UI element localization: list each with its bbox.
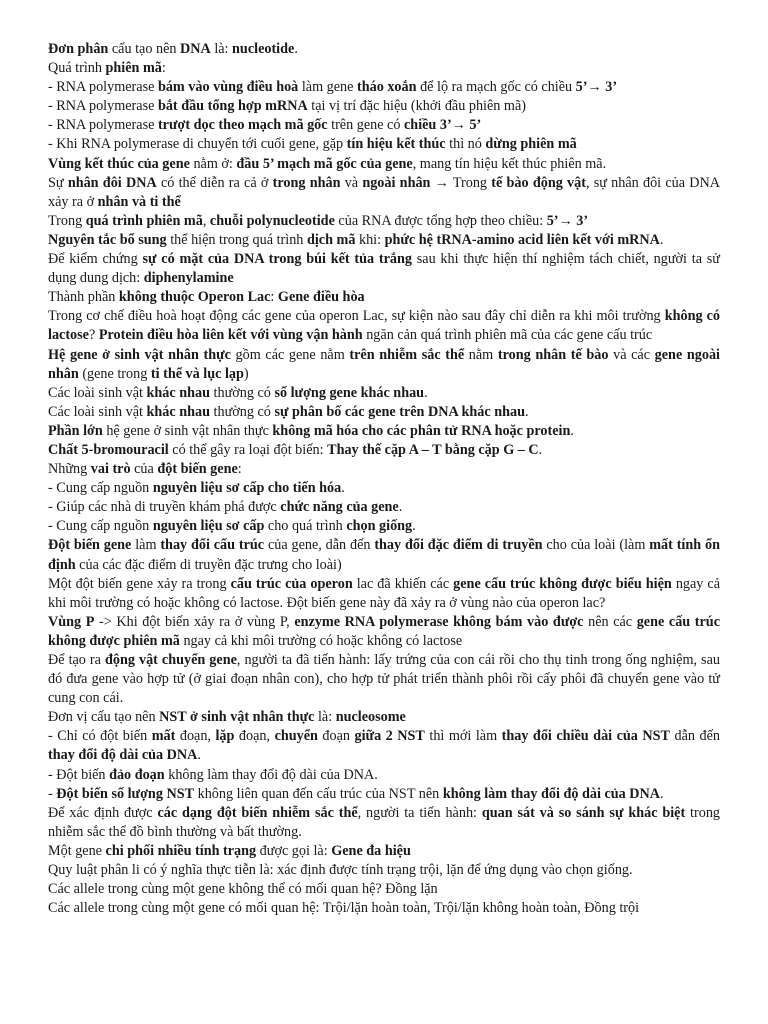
text-run: không làm thay đổi độ dài của DNA. bbox=[164, 766, 378, 783]
bold-text: Chất 5-bromouracil bbox=[48, 441, 169, 458]
bold-text: Nguyên tắc bổ sung bbox=[48, 231, 167, 248]
text-line bbox=[48, 727, 720, 765]
bold-text: enzyme RNA polymerase không bám vào được bbox=[294, 613, 584, 630]
text-run: thì mới làm bbox=[424, 728, 502, 745]
text-run: Để kiểm chứng bbox=[48, 251, 143, 268]
bold-text: Đột biến gene bbox=[48, 537, 132, 554]
text-run: Một gene bbox=[48, 842, 106, 859]
text-line bbox=[48, 78, 720, 97]
bold-text: quan sát và so sánh sự khác biệt bbox=[481, 804, 686, 821]
text-run: đoạn, bbox=[234, 728, 275, 745]
text-run: . bbox=[294, 41, 298, 57]
bold-text: chi phối nhiều tính trạng bbox=[105, 842, 257, 859]
text-line bbox=[48, 288, 720, 307]
text-run: : bbox=[270, 289, 278, 306]
bold-text: không có lactose bbox=[48, 308, 721, 344]
text-run: , bbox=[202, 212, 210, 229]
text-run: - Khi RNA polymerase di chuyển tới cuối gene, gặp bbox=[48, 136, 347, 153]
text-run: trên gene có bbox=[327, 117, 404, 134]
bold-text: động vật chuyển gene bbox=[104, 652, 237, 668]
text-run: của bbox=[130, 461, 158, 478]
text-line bbox=[48, 536, 720, 574]
text-line bbox=[48, 174, 720, 212]
bold-text: sự có mặt của DNA trong búi kết tủa trắng bbox=[142, 251, 412, 268]
text-line bbox=[48, 346, 720, 384]
text-run: . bbox=[659, 231, 664, 248]
text-run: thì nó bbox=[445, 136, 486, 153]
text-line bbox=[48, 212, 720, 231]
text-run: cấu tạo nên bbox=[108, 41, 181, 57]
bold-text: đảo đoạn bbox=[109, 766, 165, 783]
text-line bbox=[48, 403, 720, 422]
text-run: của RNA được tổng hợp theo chiều: bbox=[334, 212, 547, 229]
bold-text: đột biến gene bbox=[157, 461, 238, 478]
bold-text: ngoài nhân bbox=[362, 174, 431, 191]
text-run: không liên quan đến cấu trúc của NST nên bbox=[194, 785, 443, 802]
bold-text: mất bbox=[151, 728, 176, 745]
text-run: Trong bbox=[48, 212, 86, 229]
bold-text: chuỗi polynucleotide bbox=[209, 212, 335, 229]
text-run: khi: bbox=[355, 231, 385, 248]
text-run: : bbox=[161, 60, 166, 77]
bold-text: nhân đôi DNA bbox=[67, 174, 157, 191]
text-run: của các đặc điểm di truyền đặc trưng cho loài) bbox=[75, 556, 342, 573]
text-line bbox=[48, 384, 720, 403]
text-line bbox=[48, 460, 720, 479]
bold-text: nhân và ti thể bbox=[97, 193, 181, 210]
text-run: là: bbox=[210, 41, 233, 57]
text-run: làm gene bbox=[298, 79, 357, 96]
text-run: , người ta tiến hành: bbox=[357, 804, 482, 821]
bold-text: không thuộc Operon Lac bbox=[118, 289, 271, 306]
text-line bbox=[48, 517, 720, 536]
bold-text: khác nhau bbox=[146, 403, 210, 420]
bold-text: dịch mã bbox=[306, 231, 356, 248]
text-run: làm bbox=[131, 537, 161, 554]
text-run: trong nhiễm sắc thể đồ bình thường và bất thường. bbox=[48, 804, 721, 840]
bold-text: gene cấu trúc không được phiên mã bbox=[48, 613, 720, 649]
text-line bbox=[48, 575, 720, 613]
bold-text: NST ở sinh vật nhân thực bbox=[159, 709, 315, 726]
text-run: tại vị trí đặc hiệu (khởi đầu phiên mã) bbox=[307, 98, 526, 115]
text-run: thể hiện trong quá trình bbox=[166, 231, 307, 248]
text-run: , mang tín hiệu kết thúc phiên mã. bbox=[412, 155, 607, 172]
text-run: lac đã khiến các bbox=[352, 575, 454, 592]
bold-text: ti thể và lục lạp bbox=[150, 365, 244, 382]
text-run: . bbox=[524, 403, 529, 420]
text-line bbox=[48, 307, 720, 345]
bold-text: chiều 3’→ 5’ bbox=[404, 117, 482, 134]
text-line bbox=[48, 479, 720, 498]
text-line bbox=[48, 613, 720, 651]
bold-text: giữa 2 NST bbox=[354, 728, 425, 745]
bold-text: sự phân bố các gene trên DNA khác nhau bbox=[274, 403, 525, 420]
text-run: Các loài sinh vật bbox=[48, 403, 147, 420]
bold-text: không mã hóa cho các phân tử RNA hoặc protein bbox=[272, 422, 571, 439]
bold-text: 5’→ 3’ bbox=[575, 79, 618, 96]
bold-text: tín hiệu kết thúc bbox=[346, 136, 446, 153]
text-run: Trong cơ chế điều hoà hoạt động các gene của operon Lac, sự kiện nào sau đây chỉ diễn ra khi môi trường bbox=[48, 308, 665, 325]
text-run: có thể diễn ra cả ở bbox=[156, 174, 273, 191]
bold-text: trượt dọc theo mạch mã gốc bbox=[157, 117, 328, 134]
bold-text: số lượng gene khác nhau bbox=[274, 384, 425, 401]
bold-text: Vùng P bbox=[48, 613, 95, 630]
text-line bbox=[48, 231, 720, 250]
text-run: . bbox=[570, 422, 574, 439]
text-run: thường có bbox=[210, 403, 275, 420]
text-run: Để tạo ra bbox=[48, 652, 105, 668]
bold-text: bám vào vùng điều hoà bbox=[157, 79, 299, 96]
bold-text: Thay thế cặp A – T bằng cặp G – C bbox=[327, 441, 539, 458]
text-run: Thành phần bbox=[48, 289, 119, 306]
text-run: ngay cả khi môi trường có hoặc không có lactose bbox=[179, 632, 463, 649]
text-run: và các bbox=[608, 346, 655, 363]
text-run: nằm bbox=[464, 346, 498, 363]
text-run: , sự nhân đôi của DNA xảy ra ở bbox=[48, 174, 721, 210]
text-run: - Cung cấp nguồn bbox=[48, 480, 153, 497]
bold-text: Đột biến số lượng NST bbox=[56, 785, 195, 802]
text-line bbox=[48, 708, 720, 727]
bold-text: bắt đầu tổng hợp mRNA bbox=[157, 98, 308, 115]
text-run: . bbox=[341, 480, 345, 497]
text-run: sau khi thực hiện thí nghiệm tách chiết, người ta sử dụng dung dịch: bbox=[48, 251, 720, 287]
text-line bbox=[48, 116, 720, 135]
text-run: Quá trình bbox=[48, 60, 106, 77]
bold-text: phiên mã bbox=[105, 60, 162, 77]
text-run: ngăn cản quá trình phiên mã của các gene cấu trúc bbox=[362, 327, 653, 344]
text-run: Những bbox=[48, 461, 91, 478]
text-line bbox=[48, 97, 720, 116]
text-line bbox=[48, 842, 720, 861]
text-run: . bbox=[424, 384, 428, 401]
bold-text: không làm thay đổi độ dài của DNA bbox=[442, 785, 661, 802]
text-run: của gene, dẫn đến bbox=[264, 537, 375, 554]
bold-text: thay đổi độ dài của DNA bbox=[48, 747, 198, 764]
bold-text: quá trình phiên mã bbox=[85, 212, 203, 229]
bold-text: thay đổi cấu trúc bbox=[160, 537, 265, 554]
text-line bbox=[48, 785, 720, 804]
text-run: được gọi là: bbox=[256, 842, 332, 859]
bold-text: đầu 5’ mạch mã gốc của gene bbox=[236, 155, 413, 172]
bold-text: dừng phiên mã bbox=[485, 136, 577, 153]
bold-text: gene cấu trúc không được biểu hiện bbox=[453, 575, 672, 592]
bold-text: Hệ gene ở sinh vật nhân thực bbox=[48, 346, 231, 363]
text-run: hệ gene ở sinh vật nhân thực bbox=[102, 422, 273, 439]
text-run: Để xác định được bbox=[48, 804, 158, 821]
bold-text: lặp bbox=[215, 728, 235, 745]
text-run: nằm ở: bbox=[189, 155, 237, 172]
text-run: là: bbox=[314, 709, 336, 726]
text-run: : bbox=[237, 461, 242, 478]
text-run: thường có bbox=[210, 384, 275, 401]
bold-text: trong nhân bbox=[272, 174, 341, 191]
text-run: -> Khi đột biến xảy ra ở vùng P, bbox=[94, 613, 295, 630]
bold-text: nguyên liệu sơ cấp cho tiến hóa bbox=[152, 480, 342, 497]
bold-text: cấu trúc của operon bbox=[230, 575, 353, 592]
bold-text: trong nhân tế bào bbox=[497, 346, 609, 363]
text-run: Đơn vị cấu tạo nên bbox=[48, 709, 160, 726]
bold-text: DNA bbox=[180, 41, 211, 57]
text-line bbox=[48, 498, 720, 517]
text-run: . bbox=[412, 518, 416, 535]
bold-text: trên nhiễm sắc thể bbox=[349, 346, 465, 363]
text-line bbox=[48, 861, 720, 880]
text-run: Các allele trong cùng một gene có mối quan hệ: Trội/lặn hoàn toàn, Trội/lặn không hoàn toàn, Đồng trội bbox=[48, 900, 640, 917]
text-line bbox=[48, 899, 720, 918]
text-line bbox=[48, 59, 720, 78]
bold-text: thay đổi chiều dài của NST bbox=[501, 728, 670, 745]
text-run: . bbox=[660, 785, 664, 802]
bold-text: chuyển bbox=[274, 728, 318, 745]
text-line bbox=[48, 880, 720, 899]
text-run: nên các bbox=[583, 613, 637, 630]
text-run: đoạn, bbox=[175, 728, 216, 745]
bold-text: Gene điều hòa bbox=[277, 289, 365, 306]
text-line bbox=[48, 155, 720, 174]
text-line bbox=[48, 422, 720, 441]
bold-text: 5’→ 3’ bbox=[546, 212, 589, 229]
text-run: đoạn bbox=[317, 728, 355, 745]
text-run: Quy luật phân li có ý nghĩa thực tiễn là: xác định được tính trạng trội, lặn để ứng dụng vào chọn giống. bbox=[48, 862, 633, 879]
text-line bbox=[48, 766, 720, 785]
text-run: ) bbox=[243, 365, 249, 382]
text-run: có thể gây ra loại đột biến: bbox=[168, 441, 328, 458]
bold-text: Đơn phân bbox=[48, 41, 109, 57]
text-line bbox=[48, 250, 720, 288]
text-run: - RNA polymerase bbox=[48, 117, 158, 134]
text-run: → Trong bbox=[430, 174, 492, 191]
bold-text: chức năng của gene bbox=[280, 499, 399, 516]
text-run: cho của loài (làm bbox=[542, 537, 650, 554]
bold-text: nucleotide bbox=[232, 41, 295, 57]
text-run: gồm các gene nằm bbox=[230, 346, 350, 363]
text-run: - Chỉ có đột biến bbox=[48, 728, 152, 745]
bold-text: phức hệ tRNA-amino acid liên kết với mRNA bbox=[384, 231, 660, 248]
bold-text: diphenylamine bbox=[143, 270, 234, 287]
text-run: cho quá trình bbox=[264, 518, 347, 535]
text-run: và bbox=[340, 174, 363, 191]
bold-text: Vùng kết thúc của gene bbox=[48, 155, 190, 172]
text-run: Một đột biến gene xảy ra trong bbox=[48, 575, 231, 592]
bold-text: vai trò bbox=[90, 461, 131, 478]
bold-text: tháo xoắn bbox=[356, 79, 417, 96]
bold-text: gene ngoài nhân bbox=[48, 346, 720, 382]
bold-text: khác nhau bbox=[146, 384, 210, 401]
text-run: - RNA polymerase bbox=[48, 79, 158, 96]
text-line bbox=[48, 40, 720, 59]
bold-text: Protein điều hòa liên kết với vùng vận hành bbox=[98, 327, 363, 344]
text-run: Các loài sinh vật bbox=[48, 384, 147, 401]
text-run: dẫn đến bbox=[670, 728, 720, 745]
text-run: - bbox=[48, 785, 57, 802]
bold-text: các dạng đột biến nhiễm sắc thể bbox=[157, 804, 358, 821]
text-line bbox=[48, 441, 720, 460]
text-line bbox=[48, 651, 720, 708]
bold-text: Phần lớn bbox=[48, 422, 103, 439]
bold-text: nucleosome bbox=[335, 709, 406, 726]
text-line bbox=[48, 135, 720, 154]
text-run: Sự bbox=[48, 174, 68, 191]
text-run: - Giúp các nhà di truyền khám phá được bbox=[48, 499, 281, 516]
text-run: ? bbox=[88, 327, 99, 344]
text-line bbox=[48, 804, 720, 842]
text-run: ngay cả khi môi trường có hoặc không có lactose. Đột biến gene này đã xảy ra ở vùng nào của operon lac? bbox=[48, 575, 721, 611]
text-run: để lộ ra mạch gốc có chiều bbox=[416, 79, 576, 96]
text-run: , người ta đã tiến hành: lấy trứng của con cái rồi cho thụ tinh trong ống nghiệm, sau đó đưa gene vào hợp tử (ở giai đoạn nhân con), cho hợp tử phát triển thành phôi rồi cấy phôi đã chuyển gene vào tử cung con cái. bbox=[48, 652, 720, 707]
bold-text: tế bào động vật bbox=[491, 174, 586, 191]
bold-text: thay đổi đặc điểm di truyền bbox=[374, 537, 543, 554]
text-run: . bbox=[538, 441, 543, 458]
text-run: - Đột biến bbox=[48, 766, 110, 783]
bold-text: nguyên liệu sơ cấp bbox=[152, 518, 265, 535]
bold-text: Gene đa hiệu bbox=[331, 842, 411, 859]
text-run: Các allele trong cùng một gene không thể có mối quan hệ? Đồng lặn bbox=[48, 881, 438, 898]
text-run: (gene trong bbox=[78, 365, 151, 382]
bold-text: chọn giống bbox=[346, 518, 413, 535]
bold-text: mất tính ổn định bbox=[48, 537, 720, 573]
text-run: . bbox=[197, 747, 201, 764]
text-run: - Cung cấp nguồn bbox=[48, 518, 153, 535]
text-run: . bbox=[398, 499, 403, 516]
text-run: - RNA polymerase bbox=[48, 98, 158, 115]
